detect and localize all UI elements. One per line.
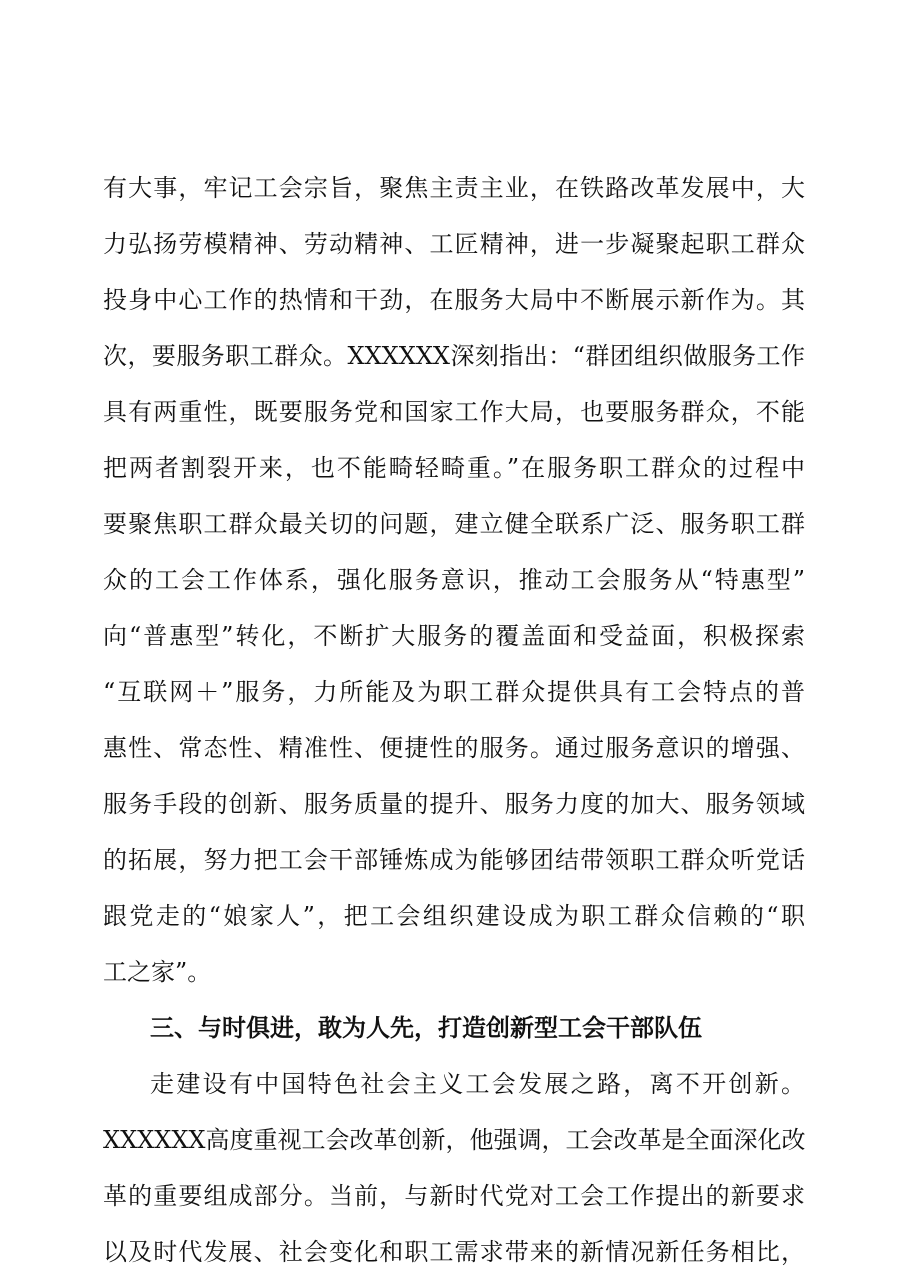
paragraph-2-line-4: 以及时代发展、社会变化和职工需求带来的新情况新任务相比，: [103, 1238, 805, 1266]
paragraph-1-line-13: 的拓展，努力把工会干部锤炼成为能够团结带领职工群众听党话: [103, 846, 805, 874]
paragraph-1-line-9: 向“普惠型”转化，不断扩大服务的覆盖面和受益面，积极探索: [103, 622, 805, 650]
paragraph-1-line-6: 把两者割裂开来，也不能畸轻畸重。”在服务职工群众的过程中: [103, 454, 805, 482]
paragraph-1-line-7: 要聚焦职工群众最关切的问题，建立健全联系广泛、服务职工群: [103, 510, 805, 538]
paragraph-2-line-2: XXXXXX高度重视工会改革创新，他强调，工会改革是全面深化改: [103, 1126, 806, 1154]
paragraph-1-line-1: 有大事，牢记工会宗旨，聚焦主责主业，在铁路改革发展中，大: [103, 174, 805, 202]
paragraph-1-line-2: 力弘扬劳模精神、劳动精神、工匠精神，进一步凝聚起职工群众: [103, 230, 805, 258]
paragraph-1-line-4: 次，要服务职工群众。XXXXXX深刻指出：“群团组织做服务工作: [103, 342, 805, 370]
section-heading: 三、与时俱进，敢为人先，打造创新型工会干部队伍: [150, 1014, 702, 1042]
paragraph-1-line-3: 投身中心工作的热情和干劲，在服务大局中不断展示新作为。其: [103, 286, 805, 314]
paragraph-1-line-11: 惠性、常态性、精准性、便捷性的服务。通过服务意识的增强、: [103, 734, 805, 762]
paragraph-1-line-12: 服务手段的创新、服务质量的提升、服务力度的加大、服务领域: [103, 790, 805, 818]
paragraph-1-line-10: “互联网＋”服务，力所能及为职工群众提供具有工会特点的普: [103, 678, 805, 706]
paragraph-1-line-14: 跟党走的“娘家人”，把工会组织建设成为职工群众信赖的“职: [103, 902, 805, 930]
paragraph-2-line-3: 革的重要组成部分。当前，与新时代党对工会工作提出的新要求: [103, 1182, 805, 1210]
paragraph-1-line-8: 众的工会工作体系，强化服务意识，推动工会服务从“特惠型”: [103, 566, 805, 594]
paragraph-1-line-15: 工之家”。: [103, 958, 212, 986]
paragraph-2-line-1: 走建设有中国特色社会主义工会发展之路，离不开创新。: [150, 1070, 805, 1098]
paragraph-1-line-5: 具有两重性，既要服务党和国家工作大局，也要服务群众，不能: [103, 398, 805, 426]
